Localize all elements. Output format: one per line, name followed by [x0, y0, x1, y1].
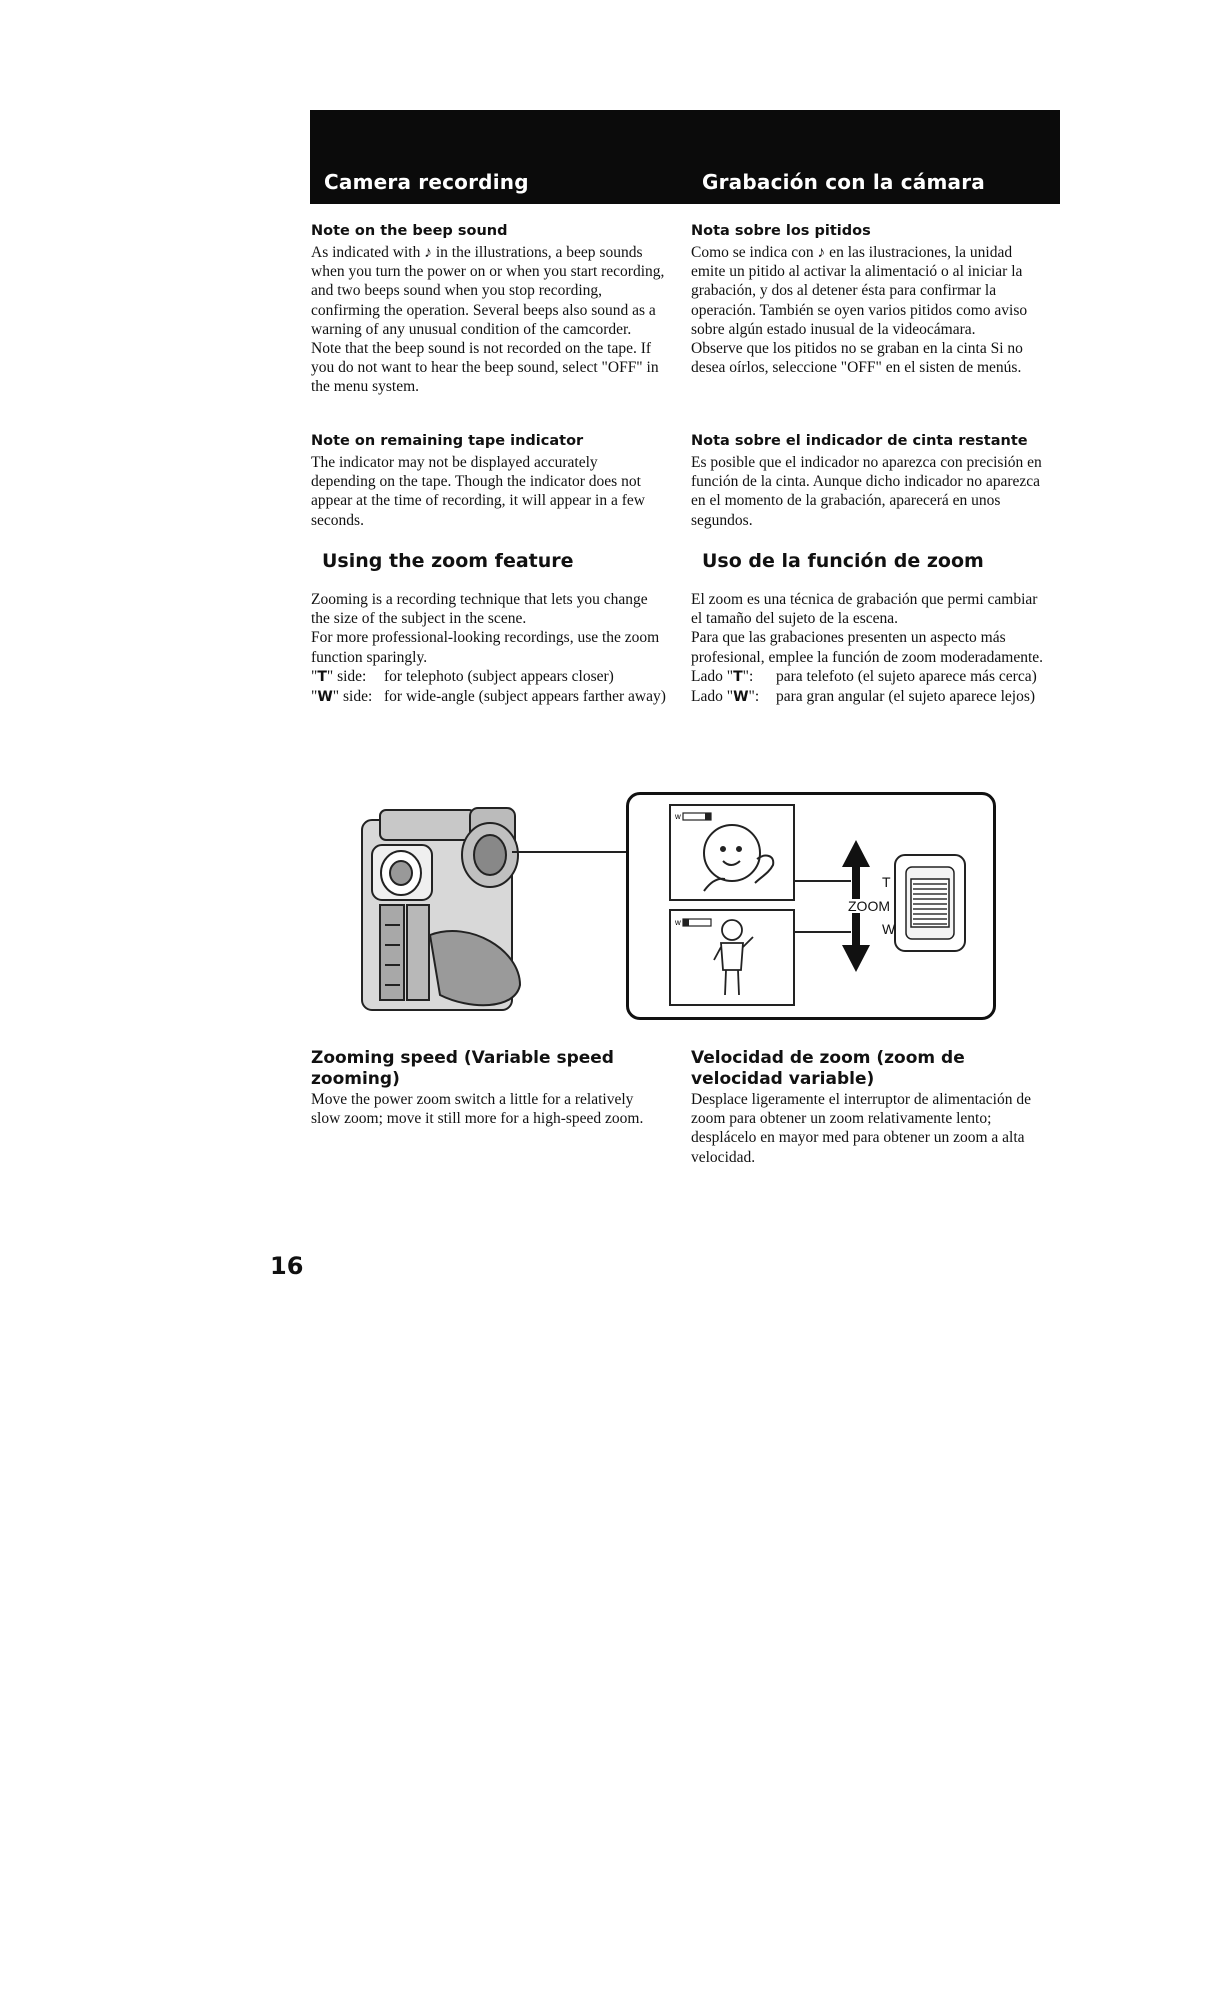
- page-number: 16: [270, 1252, 304, 1280]
- definition-value: para telefoto (el sujeto aparece más cerca): [776, 667, 1037, 685]
- beep-note-heading: Note on the beep sound: [311, 223, 508, 239]
- zoom-intro-paragraph: Zooming is a recording technique that lets you change the size of the subject in the scene.: [311, 591, 648, 628]
- beep-note-paragraph: Como se indica con ♪ en las ilustraciones, la unidad emite un pitido al activar la alimentació o al iniciar la grabación, y dos al detener ésta para confirmar la operación. También se oyen varios pitidos como aviso sobre algún estado inusual de la videocámara.: [691, 244, 1028, 338]
- definition-key: Lado "W":: [691, 688, 760, 706]
- zoom-advice-paragraph: For more professional-looking recordings, use the zoom function sparingly.: [311, 629, 660, 666]
- wide-angle-label: W: [882, 921, 896, 937]
- beep-note-paragraph-2: Note that the beep sound is not recorded on the tape. If you do not want to hear the beep sound, select "OFF" in the menu system.: [311, 340, 659, 396]
- beep-note-heading: Nota sobre los pitidos: [691, 223, 871, 239]
- zoom-bar-icon: [674, 918, 711, 927]
- zoom-intro-paragraph: El zoom es una técnica de grabación que permi cambiar el tamaño del sujeto de la escena.: [691, 591, 1038, 628]
- tape-note-paragraph: Es posible que el indicador no aparezca con precisión en función de la cinta. Aunque dicho indicador no aparezca en el momento de la grabación, aparecerá en unos segundos.: [691, 454, 1042, 529]
- zoom-out-arrow-icon: [842, 913, 870, 972]
- zoom-label: ZOOM: [848, 898, 890, 914]
- definition-key: "T" side:: [311, 667, 367, 685]
- zoom-illustration-box: [626, 792, 996, 1020]
- header-title-english: Camera recording: [324, 170, 529, 194]
- tape-note-heading: Note on remaining tape indicator: [311, 433, 584, 449]
- telephoto-label: T: [882, 874, 891, 890]
- zoom-section-heading: Using the zoom feature: [322, 550, 574, 572]
- tape-note-heading: Nota sobre el indicador de cinta restante: [691, 433, 1028, 449]
- camcorder-icon: [362, 808, 520, 1010]
- definition-value: para gran angular (el sujeto aparece lejos): [776, 688, 1036, 706]
- definition-value: for telephoto (subject appears closer): [384, 667, 614, 685]
- zoom-diagram: [629, 795, 993, 1017]
- definition-key: Lado "T":: [691, 667, 754, 685]
- wide-angle-screen: [670, 910, 794, 1005]
- beep-note-paragraph: As indicated with ♪ in the illustrations, a beep sounds when you turn the power on or when you start recording, and two beeps sound when you stop recording, confirming the operation. Several beeps also sound as a warning of any unusual condition of the camcorder.: [311, 244, 665, 338]
- definition-value: for wide-angle (subject appears farther away): [384, 688, 666, 706]
- zoom-lever-icon: [895, 855, 965, 951]
- telephoto-screen: [670, 805, 794, 900]
- zoom-section-heading: Uso de la función de zoom: [702, 550, 984, 572]
- zoom-bar-icon: [674, 812, 711, 821]
- tape-note-paragraph: The indicator may not be displayed accurately depending on the tape. Though the indicator does not appear at the time of recording, it will appear in a few seconds.: [311, 454, 645, 529]
- zoom-speed-heading: Velocidad de zoom (zoom de velocidad variable): [691, 1048, 965, 1089]
- zoom-speed-heading: Zooming speed (Variable speed zooming): [311, 1048, 614, 1089]
- beep-note-paragraph-2: Observe que los pitidos no se graban en la cinta Si no desea oírlos, seleccione "OFF" en el sisten de menús.: [691, 340, 1023, 377]
- svg-text:w: w: [675, 812, 681, 821]
- zoom-speed-paragraph: Move the power zoom switch a little for a relatively slow zoom; move it still more for a high-speed zoom.: [311, 1091, 644, 1128]
- zoom-in-arrow-icon: [842, 840, 870, 899]
- header-title-spanish: Grabación con la cámara: [702, 170, 985, 194]
- definition-key: "W" side:: [311, 688, 373, 706]
- zoom-speed-paragraph: Desplace ligeramente el interruptor de alimentación de zoom para obtener un zoom relativamente lento; desplácelo en mayor med para obtener un zoom a alta velocidad.: [691, 1091, 1031, 1166]
- svg-text:w: w: [675, 918, 681, 927]
- zoom-advice-paragraph: Para que las grabaciones presenten un aspecto más profesional, emplee la función de zoom moderadamente.: [691, 629, 1044, 666]
